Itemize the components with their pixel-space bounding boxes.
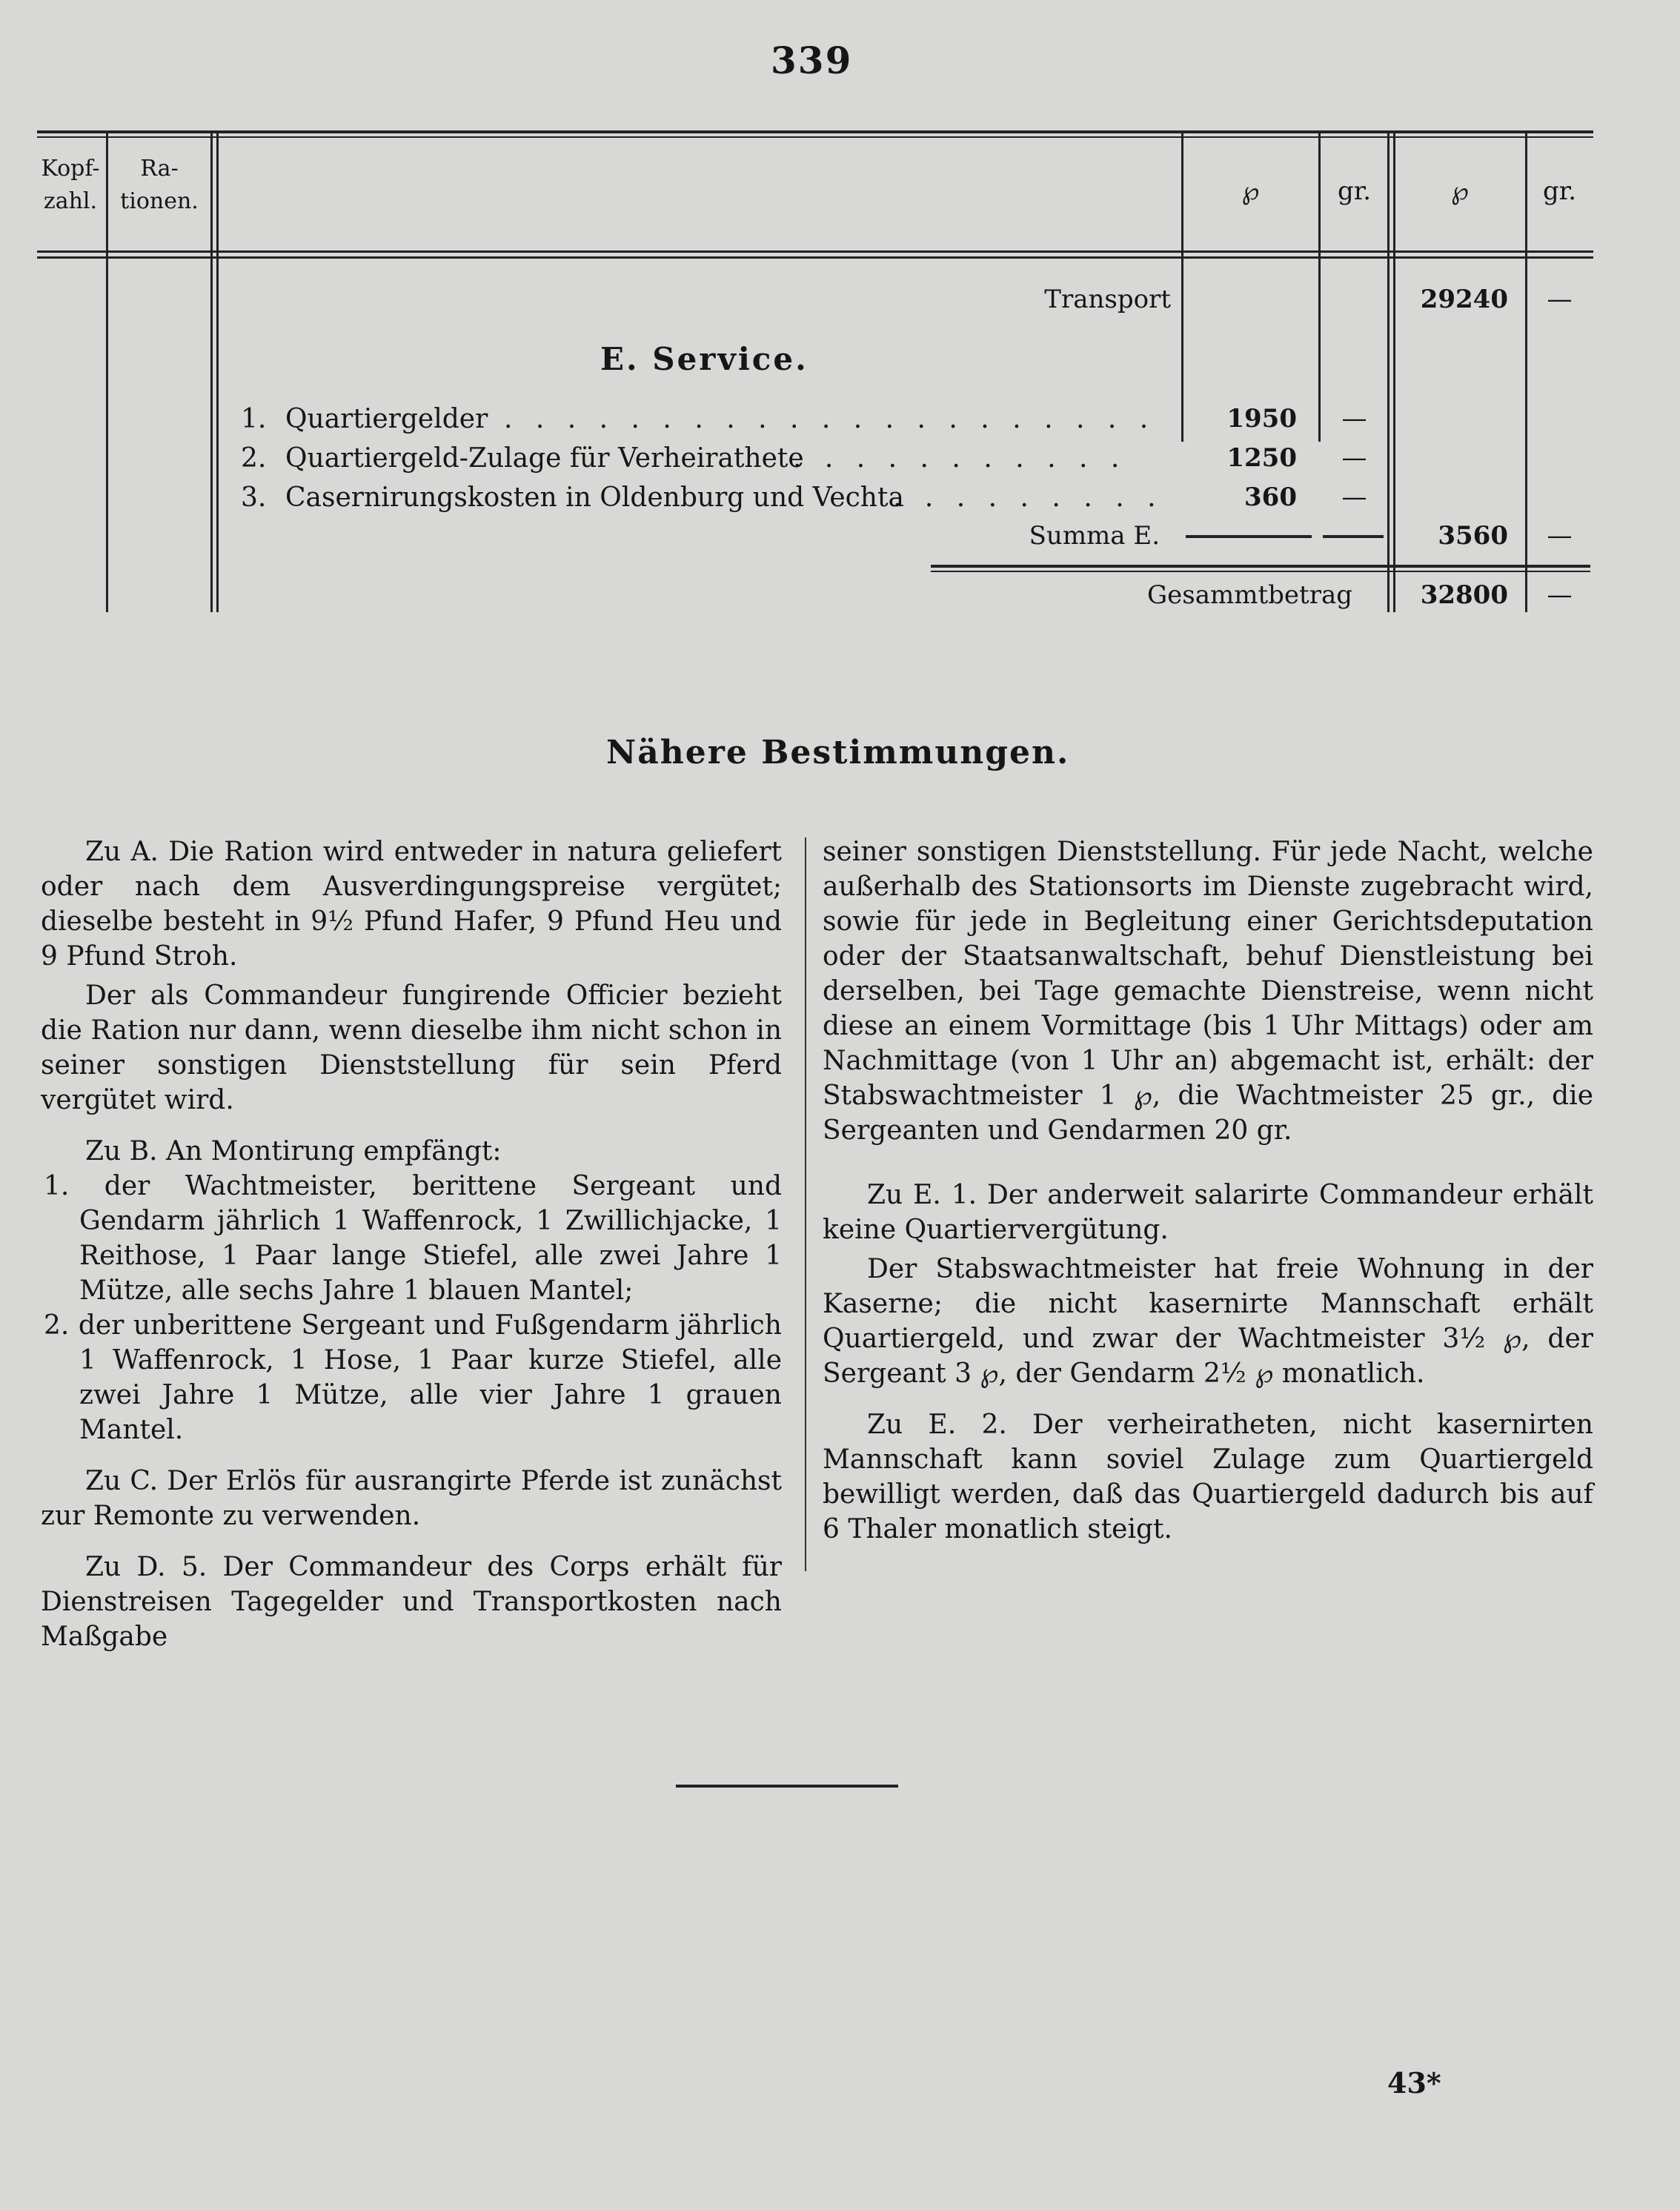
col-rule-6 <box>1525 130 1527 612</box>
item-2-leader: . . . . . . . . . . . <box>793 443 1127 474</box>
zu-e1-paragraph-1: Zu E. 1. Der anderweit salarirte Commandeur erhält keine Quartiervergütung. <box>823 1180 1593 1245</box>
item-1-dash: — <box>1341 404 1367 434</box>
summa-dash: — <box>1547 521 1573 551</box>
col-rule-5b <box>1393 130 1395 612</box>
col-rule-5 <box>1387 130 1390 612</box>
item-3-amount: 360 <box>1244 482 1297 512</box>
gesamt-label: Gesammtbetrag <box>1147 580 1352 610</box>
col-rule-2b <box>216 130 219 612</box>
item-1-amount: 1950 <box>1226 404 1297 434</box>
transport-total: 29240 <box>1420 285 1508 314</box>
table-top-rule <box>37 130 1593 133</box>
header-rationen: Ra-tionen. <box>120 156 199 214</box>
page-number: 339 <box>771 39 853 82</box>
gesamt-total: 32800 <box>1420 580 1508 610</box>
item-2-dash: — <box>1341 443 1367 473</box>
signature-mark: 43* <box>1387 2066 1441 2100</box>
column-divider <box>805 837 806 1571</box>
zu-c-paragraph: Zu C. Der Erlös für ausrangirte Pferde ist zunächst zur Remonte zu verwenden. <box>41 1466 782 1531</box>
item-3-label: Casernirungskosten in Oldenburg und Vechta <box>285 482 904 513</box>
col-rule-4 <box>1318 130 1321 442</box>
transport-label: Transport <box>1044 285 1171 314</box>
header-thaler-2: ℘ <box>1451 176 1469 206</box>
left-column <box>41 834 782 1654</box>
total-rule <box>931 565 1590 568</box>
transport-dash: — <box>1547 285 1573 314</box>
header-bottom-rule-2 <box>37 256 1593 259</box>
item-1-label: Quartiergelder <box>285 404 488 434</box>
gesamt-dash: — <box>1547 580 1573 610</box>
summa-label: Summa E. <box>1029 521 1160 551</box>
item-1-leader: . . . . . . . . . . . . . . . . . . . . . <box>504 404 1156 434</box>
item-3-leader: . . . . . . . . . <box>893 482 1163 513</box>
summa-rule-2 <box>1323 535 1384 538</box>
summa-rule-1 <box>1186 535 1312 538</box>
item-1-number: 1. <box>241 404 267 434</box>
continuation-paragraph: seiner sonstigen Dienststellung. Für jede Nacht, welche außerhalb des Stationsorts im Dienste zugebracht wird, sowie für jede in Begleitung einer Gerichtsdeputation oder der Staatsanwaltschaft, behuf Dienstleistung bei derselben, bei Tage gemachte Dienstreise, wenn nicht diese an einem Vormittage (bis 1 Uhr Mittags) oder am Nachmittage (von 1 Uhr an) abgemacht ist, erhält: der Stabswachtmeister 1 ℘, die Wachtmeister 25 gr., die Sergeanten und Gendarmen 20 gr. <box>823 837 1593 1146</box>
zu-a-paragraph-1: Zu A. Die Ration wird entweder in natura geliefert oder nach dem Ausverdingungspreise vergütet; dieselbe besteht in 9½ Pfund Hafer, 9 Pfund Heu und 9 Pfund Stroh. <box>41 837 782 972</box>
zu-b-item-1: 1. der Wachtmeister, berittene Sergeant und Gendarm jährlich 1 Waffenrock, 1 Zwillichjacke, 1 Reithose, 1 Paar lange Stiefel, alle zwei Jahre 1 Mütze, alle sechs Jahre 1 blauen Mantel; <box>44 1171 782 1306</box>
header-bottom-rule <box>37 250 1593 253</box>
header-kopfzahl: Kopf-zahl. <box>41 156 100 214</box>
footer-separator <box>676 1785 898 1788</box>
right-column <box>823 834 1593 1547</box>
header-gr-2: gr. <box>1542 176 1577 206</box>
item-2-amount: 1250 <box>1226 443 1297 473</box>
col-rule-1 <box>106 130 108 612</box>
zu-b-intro: Zu B. An Montirung empfängt: <box>85 1136 502 1167</box>
zu-e2-paragraph: Zu E. 2. Der verheiratheten, nicht kasernirten Mannschaft kann soviel Zulage zum Quartiergeld bewilligt werden, daß das Quartiergeld dadurch bis auf 6 Thaler monatlich steigt. <box>823 1410 1593 1544</box>
item-3-number: 3. <box>241 482 267 513</box>
section-heading: Nähere Bestimmungen. <box>606 734 1070 771</box>
header-gr-1: gr. <box>1337 176 1372 206</box>
zu-b-item-2: 2. der unberittene Sergeant und Fußgendarm jährlich 1 Waffenrock, 1 Hose, 1 Paar kurze Stiefel, alle zwei Jahre 1 Mütze, alle vier Jahre 1 grauen Mantel. <box>44 1310 782 1445</box>
col-rule-3 <box>1181 130 1183 442</box>
section-title: E. Service. <box>600 341 809 377</box>
table-top-rule-thin <box>37 136 1593 138</box>
zu-a-paragraph-2: Der als Commandeur fungirende Officier bezieht die Ration nur dann, wenn dieselbe ihm nicht schon in seiner sonstigen Dienststellung für sein Pferd vergütet wird. <box>41 980 782 1115</box>
item-3-dash: — <box>1341 482 1367 512</box>
zu-d-paragraph: Zu D. 5. Der Commandeur des Corps erhält für Dienstreisen Tagegelder und Transportkosten nach Maßgabe <box>41 1552 782 1652</box>
total-rule-thin <box>931 571 1590 572</box>
summa-total: 3560 <box>1438 521 1508 551</box>
col-rule-2 <box>210 130 213 612</box>
zu-e1-paragraph-2: Der Stabswachtmeister hat freie Wohnung in der Kaserne; die nicht kasernirte Mannschaft erhält Quartiergeld, und zwar der Wachtmeister 3½ ℘, der Sergeant 3 ℘, der Gendarm 2½ ℘ monatlich. <box>823 1254 1593 1389</box>
item-2-number: 2. <box>241 443 267 474</box>
item-2-label: Quartiergeld-Zulage für Verheirathete <box>285 443 804 474</box>
header-thaler-1: ℘ <box>1241 176 1260 206</box>
